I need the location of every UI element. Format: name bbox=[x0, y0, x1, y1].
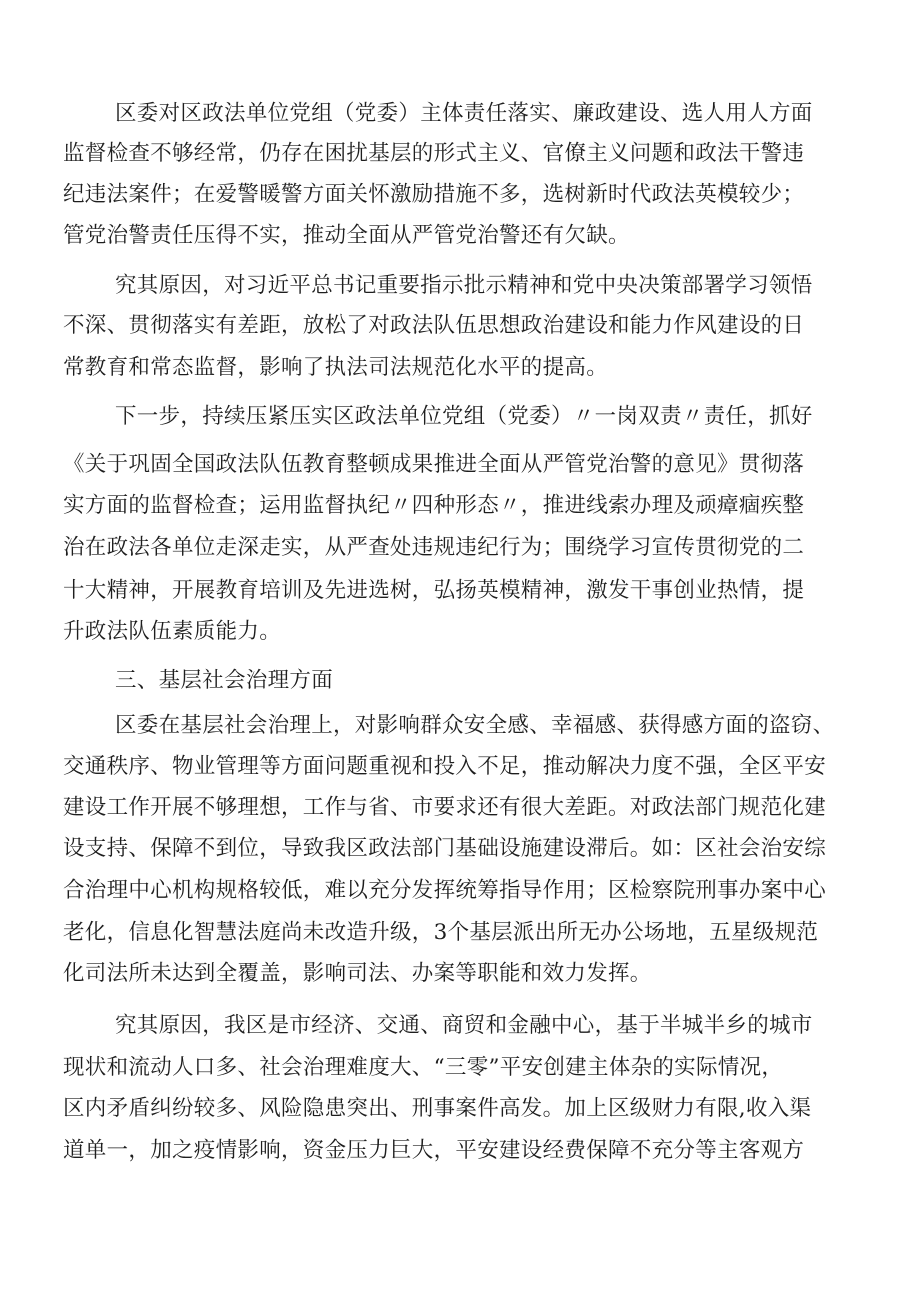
text-line: 实方面的监督检查；运用监督执纪〃四种形态〃，推进线索办理及顽瘴痼疾整 bbox=[63, 493, 805, 518]
text-line: 管党治警责任压得不实，推动全面从严管党治警还有欠缺。 bbox=[63, 223, 630, 248]
text-line: 现状和流动人口多、社会治理难度大、“三零”平安创建主体杂的实际情况， bbox=[63, 1055, 784, 1080]
text-line: 下一步，持续压紧压实区政法单位党组（党委）〃一岗双责〃责任，抓好 bbox=[115, 404, 813, 429]
text-line: 《关于巩固全国政法队伍教育整顿成果推进全面从严管党治警的意见》贯彻落 bbox=[63, 452, 805, 477]
text-line: 究其原因，我区是市经济、交通、商贸和金融中心，基于半城半乡的城市 bbox=[115, 1013, 813, 1038]
text-line: 化司法所未达到全覆盖，影响司法、办案等职能和效力发挥。 bbox=[63, 961, 652, 986]
text-line: 道单一，加之疫情影响，资金压力巨大，平安建设经费保障不充分等主客观方 bbox=[63, 1138, 805, 1163]
text-line: 区委在基层社会治理上，对影响群众安全感、幸福感、获得感方面的盗窃、 bbox=[115, 713, 835, 738]
text-line: 究其原因，对习近平总书记重要指示批示精神和党中央决策部署学习领悟 bbox=[115, 273, 813, 298]
text-line: 建设工作开展不够理想，工作与省、市要求还有很大差距。对政法部门规范化建 bbox=[63, 795, 827, 820]
text-line: 十大精神，开展教育培训及先进选树，弘扬英模精神，激发干事创业热情，提 bbox=[63, 578, 805, 603]
text-line: 合治理中心机构规格较低，难以充分发挥统筹指导作用；区检察院刑事办案中心 bbox=[63, 878, 827, 903]
text-line: 监督检查不够经常，仍存在困扰基层的形式主义、官僚主义问题和政法干警违 bbox=[63, 141, 805, 166]
text-line: 治在政法各单位走深走实，从严查处违规违纪行为；围绕学习宣传贯彻党的二 bbox=[63, 535, 805, 560]
text-line: 升政法队伍素质能力。 bbox=[63, 619, 282, 644]
text-line: 常教育和常态监督，影响了执法司法规范化水平的提高。 bbox=[63, 355, 609, 380]
text-line: 区委对区政法单位党组（党委）主体责任落实、廉政建设、选人用人方面 bbox=[115, 101, 813, 126]
text-line: 纪违法案件；在爱警暖警方面关怀激励措施不多，选树新时代政法英模较少； bbox=[63, 182, 805, 207]
text-line: 不深、贯彻落实有差距，放松了对政法队伍思想政治建设和能力作风建设的日 bbox=[63, 313, 805, 338]
text-line: 区内矛盾纠纷较多、风险隐患突出、刑事案件高发。加上区级财力有限,收入渠 bbox=[63, 1096, 812, 1121]
section-heading: 三、基层社会治理方面 bbox=[115, 668, 334, 693]
text-line: 交通秩序、物业管理等方面问题重视和投入不足，推动解决力度不强，全区平安 bbox=[63, 754, 827, 779]
text-line: 设支持、保障不到位，导致我区政法部门基础设施建设滞后。如：区社会治安综 bbox=[63, 836, 827, 861]
text-line: 老化，信息化智慧法庭尚未改造升级，3个基层派出所无办公场地，五星级规范 bbox=[63, 920, 819, 945]
